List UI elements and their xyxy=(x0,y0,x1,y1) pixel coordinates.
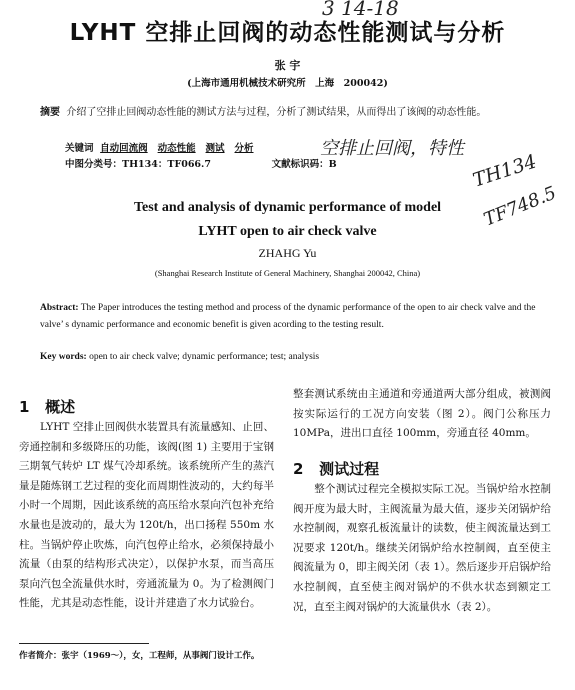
author-cn: 张 宇 xyxy=(274,59,301,72)
section-2-title: 测试过程 xyxy=(319,460,380,478)
footnote: 作者简介：张宇（1969～），女，工程师，从事阀门设计工作。 xyxy=(19,651,260,661)
section-1-body xyxy=(19,418,274,614)
author-en: ZHAHG Yu xyxy=(258,246,317,260)
paper-title-cn: LYHT 空排止回阀的动态性能测试与分析 xyxy=(69,20,506,46)
section-1-heading xyxy=(19,396,75,417)
affiliation-en: (Shanghai Research Institute of General Machinery, Shanghai 200042, China) xyxy=(154,268,421,278)
section-1-title: 概述 xyxy=(45,398,76,416)
abstract-en xyxy=(40,300,540,334)
section-2-text: 整个测试过程完全模拟实际工况。当锅炉给水控制阀开度为最大时，主阀流量为最大值，逐步关闭锅炉给水控制阀，观察孔板流量计的读数，使主阀流量达到工况要求 120t/h。继续关闭锅炉给水控制阀，直至使主阀流量为 0，即主阀关闭（表 1）。然后逐步开启锅炉给水控制阀，直至使主阀对锅炉的不供水状态到额定工况，直至主阀对锅炉的大流量供水（表 2）。 xyxy=(293,483,551,613)
handwritten-keyword-note: 空排止回阀，特性 xyxy=(320,138,464,159)
keyword-1: 自动回流阀 xyxy=(100,143,148,154)
handwritten-page-note: 3 14-18 xyxy=(322,0,399,20)
abstract-label-cn: 摘要 xyxy=(40,107,60,118)
handwritten-class-note-2: TF748.5 xyxy=(480,182,560,231)
affiliation-cn: (上海市通用机械技术研究所 上海 200042) xyxy=(187,78,388,89)
abstract-text-en: The Paper introduces the testing method and process of the dynamic performance of the open to air check valve and the valve’ s dynamic performance and economic benefit is given acording to the testing result. xyxy=(40,303,536,330)
section-1-number: 1 xyxy=(19,398,30,416)
keywords-cn xyxy=(65,140,254,154)
keyword-2: 动态性能 xyxy=(157,143,196,154)
keyword-4: 分析 xyxy=(234,143,254,154)
section-1-text: LYHT 空排止回阀供水装置具有流量感知、止回、旁通控制和多级降压的功能，该阀(图 1) 主要用于宝钢三期氧气转炉 LT 煤气冷却系统。该系统所产生的蒸汽量是随炼钢工艺过程的变化而周期性波动的，大约每半小时一个周期，因此该系统的高压给水泵向汽包补充给水量也是波动的，最大为 120t/h，出口扬程 550m 水柱。当锅炉停止吹炼，向汽包停止给水，必须保持最小流量（由泵的结构形式决定），以保护水泵，而当高压泵向汽包全流量供水时，旁通流量为 0。为了检测阀门性能，尤其是动态性能，设计并建造了水力试验台。 xyxy=(19,421,274,610)
section-2-heading xyxy=(293,458,379,479)
paper-title-en-line1: Test and analysis of dynamic performance of model xyxy=(133,200,442,215)
keywords-en xyxy=(40,352,540,362)
class-label: 中图分类号： xyxy=(65,159,123,170)
classification-row xyxy=(65,156,337,170)
section-2-body xyxy=(293,480,551,617)
abstract-label-en: Abstract: xyxy=(40,303,79,313)
paper-title-en-line2: LYHT open to air check valve xyxy=(198,224,377,239)
keywords-label-en: Key words: xyxy=(40,352,87,362)
paper-title-en xyxy=(0,196,575,244)
section-2-number: 2 xyxy=(293,460,304,478)
column-2-intro: 整套测试系统由主通道和旁通道两大部分组成，被测阀按实际运行的工况方向安装（图 2）。阀门公称压力 10MPa，进出口直径 100mm，旁通直径 40mm。 xyxy=(293,388,551,440)
keyword-3: 测试 xyxy=(205,143,225,154)
footnote-rule xyxy=(19,643,149,644)
keywords-text-en: open to air check valve; dynamic performance; test; analysis xyxy=(89,352,320,362)
handwritten-class-note-1: TH134 xyxy=(470,150,540,192)
doc-code-value: B xyxy=(328,159,337,170)
class-value: TH134：TF066.7 xyxy=(122,159,211,170)
doc-code-label: 文献标识码： xyxy=(271,159,329,170)
keywords-label-cn: 关键词 xyxy=(65,143,94,154)
abstract-text-cn: 介绍了空排止回阀动态性能的测试方法与过程，分析了测试结果，从而得出了该阀的动态性能。 xyxy=(66,107,487,118)
abstract-cn xyxy=(40,103,540,122)
